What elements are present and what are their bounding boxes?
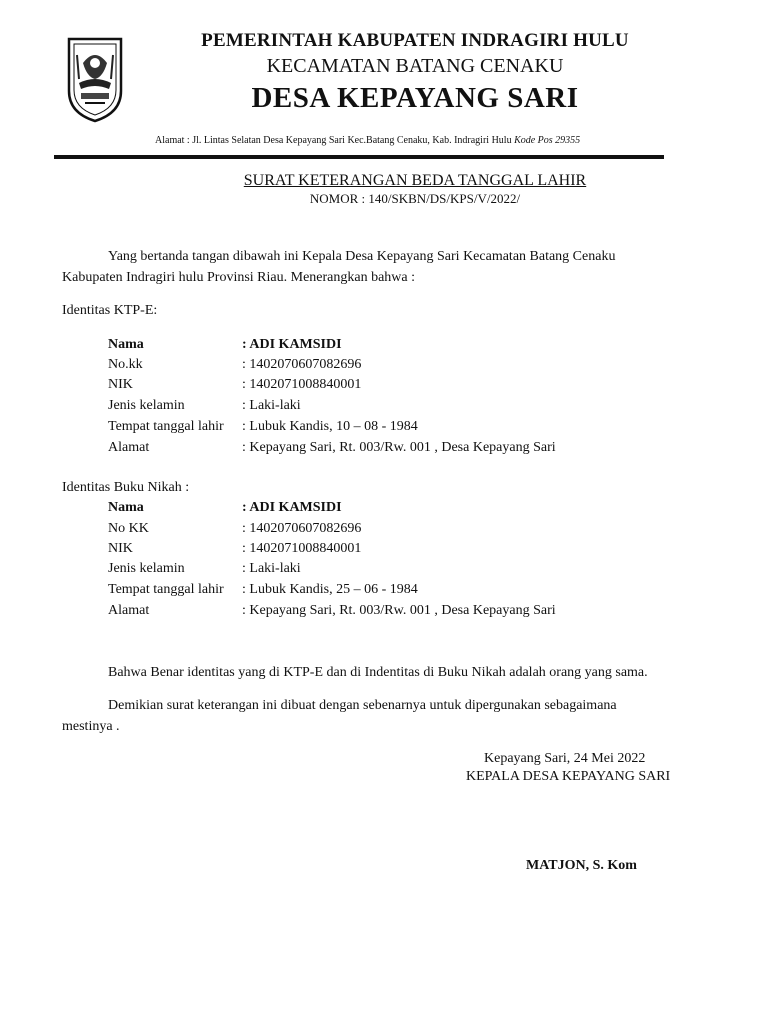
ktp-label-name: Nama: [108, 337, 144, 352]
nikah-value-kk: : 1402070607082696: [242, 521, 362, 536]
header-government-line: PEMERINTAH KABUPATEN INDRAGIRI HULU: [201, 30, 629, 51]
closing-line-1: Demikian surat keterangan ini dibuat dengan sebenarnya untuk dipergunakan sebagaimana: [108, 698, 617, 713]
regency-emblem-logo: [63, 33, 127, 123]
ktp-value-gender: : Laki-laki: [242, 398, 301, 413]
ktp-value-name: : ADI KAMSIDI: [242, 337, 342, 352]
nikah-value-nik: : 1402071008840001: [242, 541, 362, 556]
nikah-label-name: Nama: [108, 500, 144, 515]
closing-line-2: mestinya .: [62, 719, 120, 734]
ktp-value-birth: : Lubuk Kandis, 10 – 08 - 1984: [242, 419, 418, 434]
signature-place-date: Kepayang Sari, 24 Mei 2022: [484, 751, 646, 766]
signatory-name: MATJON, S. Kom: [526, 858, 637, 873]
ktp-label-gender: Jenis kelamin: [108, 398, 185, 413]
header-district-line: KECAMATAN BATANG CENAKU: [266, 55, 564, 77]
nikah-label-gender: Jenis kelamin: [108, 561, 185, 576]
nikah-value-name: : ADI KAMSIDI: [242, 500, 342, 515]
ktp-label-birth: Tempat tanggal lahir: [108, 419, 224, 434]
nikah-value-birth: : Lubuk Kandis, 25 – 06 - 1984: [242, 582, 418, 597]
ktp-label-kk: No.kk: [108, 357, 143, 372]
postal-code: Kode Pos 29355: [514, 135, 581, 146]
nikah-value-gender: : Laki-laki: [242, 561, 301, 576]
letter-number: NOMOR : 140/SKBN/DS/KPS/V/2022/: [309, 191, 521, 206]
header-address: [155, 135, 580, 146]
address-text: Alamat : Jl. Lintas Selatan Desa Kepayang Sari Kec.Batang Cenaku, Kab. Indragiri Hulu: [155, 135, 512, 146]
ktp-label-address: Alamat: [108, 440, 150, 455]
nikah-heading: Identitas Buku Nikah :: [62, 480, 190, 495]
nikah-label-kk: No KK: [108, 521, 149, 536]
ktp-heading: Identitas KTP-E:: [62, 303, 158, 318]
ktp-value-kk: : 1402070607082696: [242, 357, 362, 372]
header-divider: [54, 155, 664, 159]
header-village-line: DESA KEPAYANG SARI: [251, 82, 579, 114]
ktp-label-nik: NIK: [108, 377, 133, 392]
intro-line-1: Yang bertanda tangan dibawah ini Kepala Desa Kepayang Sari Kecamatan Batang Cenaku: [108, 249, 616, 264]
intro-line-2: Kabupaten Indragiri hulu Provinsi Riau. Menerangkan bahwa :: [62, 270, 416, 285]
statement-text: Bahwa Benar identitas yang di KTP-E dan di Indentitas di Buku Nikah adalah orang yang sama.: [108, 665, 648, 680]
nikah-label-address: Alamat: [108, 603, 150, 618]
nikah-label-nik: NIK: [108, 541, 133, 556]
signature-position: KEPALA DESA KEPAYANG SARI: [466, 769, 671, 784]
nikah-value-address: : Kepayang Sari, Rt. 003/Rw. 001 , Desa Kepayang Sari: [242, 603, 556, 618]
nikah-label-birth: Tempat tanggal lahir: [108, 582, 224, 597]
ktp-value-address: : Kepayang Sari, Rt. 003/Rw. 001 , Desa Kepayang Sari: [242, 440, 556, 455]
ktp-value-nik: : 1402071008840001: [242, 377, 362, 392]
letter-title: SURAT KETERANGAN BEDA TANGGAL LAHIR: [243, 172, 587, 189]
